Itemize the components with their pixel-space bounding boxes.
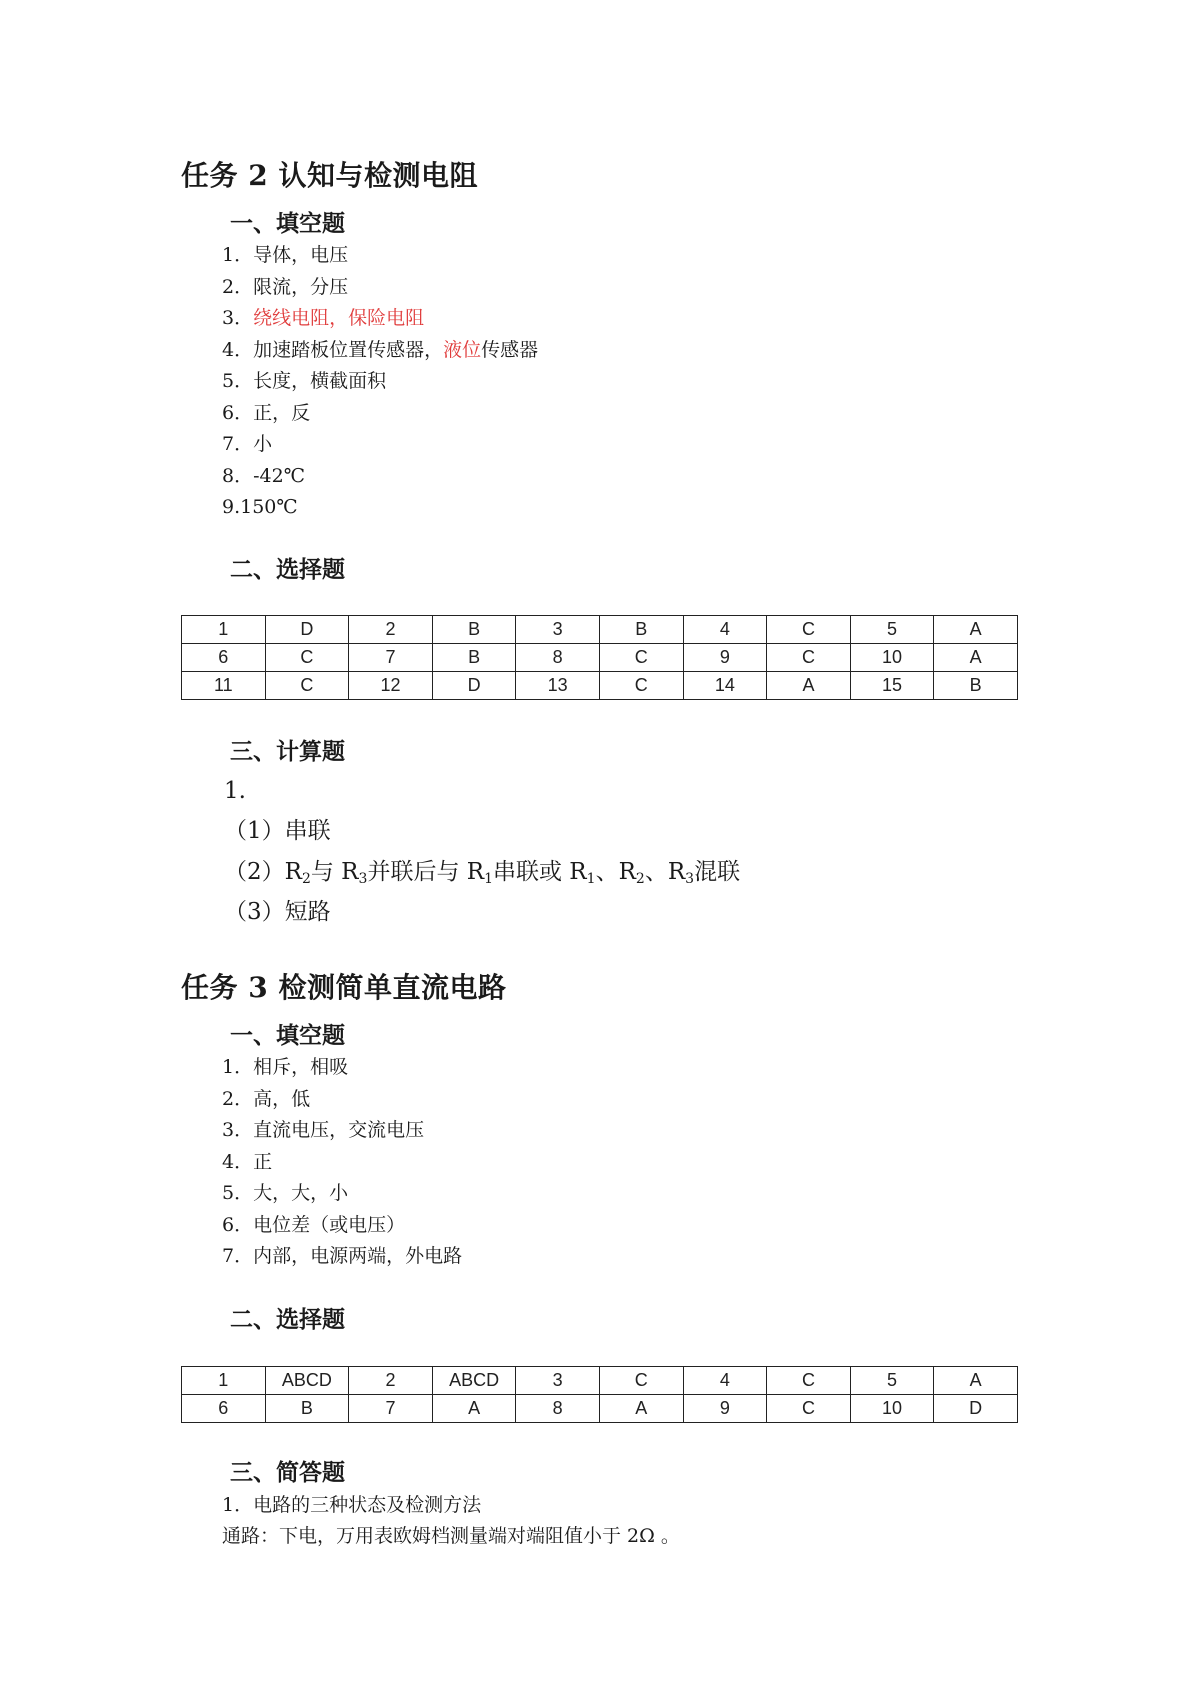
table-row: [182, 1367, 1018, 1395]
task2-fill-item-5: 5．长度，横截面积: [222, 370, 387, 392]
task2-fill-item-6: 6．正，反: [222, 402, 311, 424]
table-cell: 6: [182, 644, 266, 672]
table-cell: 7: [349, 1395, 433, 1423]
task2-fill-item-2: 2．限流，分压: [222, 276, 349, 298]
table-cell: C: [265, 644, 349, 672]
task3-fill-item-6: 6．电位差（或电压）: [222, 1214, 406, 1236]
table-cell: C: [767, 1395, 851, 1423]
table-cell: A: [767, 672, 851, 700]
table-cell: 4: [683, 616, 767, 644]
task2-fill-item-9: 9.150℃: [222, 496, 298, 518]
task3-short-heading: 三、简答题: [230, 1459, 345, 1486]
table-cell: 7: [349, 644, 433, 672]
table-row: [182, 672, 1018, 700]
table-cell: C: [767, 1367, 851, 1395]
table-cell: C: [599, 672, 683, 700]
task3-choice-table: [181, 1366, 1018, 1423]
task2-fill-item-1: 1．导体，电压: [222, 244, 349, 266]
table-cell: 15: [850, 672, 934, 700]
table-cell: 4: [683, 1367, 767, 1395]
table-cell: ABCD: [432, 1367, 516, 1395]
task2-choice-heading: 二、选择题: [230, 556, 345, 583]
task2-fill-item-7: 7．小: [222, 433, 273, 455]
task3-fill-item-3: 3．直流电压，交流电压: [222, 1119, 425, 1141]
table-cell: C: [599, 644, 683, 672]
task3-title: 任务 3 检测简单直流电路: [181, 971, 507, 1004]
table-cell: C: [767, 616, 851, 644]
calc-answer-2: $(2)R_2$与 $R_3$并联后与 $R_1$串联或 $R_1$、$R_2$、$R_3$混联: [224, 859, 741, 887]
table-cell: 8: [516, 644, 600, 672]
table-cell: A: [934, 616, 1018, 644]
table-cell: 2: [349, 1367, 433, 1395]
highlighted-answer: 液位: [443, 339, 482, 361]
table-cell: 9: [683, 644, 767, 672]
table-cell: ABCD: [265, 1367, 349, 1395]
table-cell: A: [432, 1395, 516, 1423]
table-cell: 10: [850, 1395, 934, 1423]
task3-fill-item-2: 2．高，低: [222, 1088, 311, 1110]
table-row: [182, 1395, 1018, 1423]
task2-calc-heading: 三、计算题: [230, 738, 345, 765]
table-cell: D: [432, 672, 516, 700]
table-cell: 13: [516, 672, 600, 700]
task2-fill-item-4: 4．加速踏板位置传感器，液位传感器: [222, 339, 539, 361]
table-cell: 11: [182, 672, 266, 700]
table-cell: 10: [850, 644, 934, 672]
task3-fill-item-1: 1．相斥，相吸: [222, 1056, 349, 1078]
task2-fill-heading: 一、填空题: [230, 210, 345, 237]
table-cell: B: [599, 616, 683, 644]
table-cell: 1: [182, 616, 266, 644]
task3-fill-item-5: 5．大，大，小: [222, 1182, 349, 1204]
table-cell: 12: [349, 672, 433, 700]
task2-choice-table: [181, 615, 1018, 700]
table-cell: B: [432, 616, 516, 644]
table-cell: 5: [850, 1367, 934, 1395]
table-cell: B: [265, 1395, 349, 1423]
table-cell: 2: [349, 616, 433, 644]
table-cell: 5: [850, 616, 934, 644]
table-cell: D: [265, 616, 349, 644]
short-answer-1: 通路：下电，万用表欧姆档测量端对端阻值小于 2Ω 。: [222, 1525, 680, 1547]
task3-fill-heading: 一、填空题: [230, 1022, 345, 1049]
table-cell: 14: [683, 672, 767, 700]
short-question-1: 1．电路的三种状态及检测方法: [222, 1494, 482, 1516]
table-cell: B: [432, 644, 516, 672]
task3-fill-item-4: 4．正: [222, 1151, 273, 1173]
task3-fill-item-7: 7．内部，电源两端，外电路: [222, 1245, 463, 1267]
table-cell: C: [265, 672, 349, 700]
table-cell: A: [934, 1367, 1018, 1395]
table-cell: 6: [182, 1395, 266, 1423]
table-cell: 8: [516, 1395, 600, 1423]
table-row: [182, 644, 1018, 672]
table-cell: C: [767, 644, 851, 672]
table-cell: 1: [182, 1367, 266, 1395]
calc-answer-3: （3）短路: [224, 899, 331, 925]
table-cell: C: [599, 1367, 683, 1395]
table-cell: 9: [683, 1395, 767, 1423]
table-cell: B: [934, 672, 1018, 700]
table-row: [182, 616, 1018, 644]
highlighted-answer: 绕线电阻，保险电阻: [253, 307, 425, 329]
table-cell: A: [599, 1395, 683, 1423]
task2-fill-item-3: 3．绕线电阻，保险电阻: [222, 307, 425, 329]
calc-answer-1: （1）串联: [224, 818, 331, 844]
task2-fill-item-8: 8．-42℃: [222, 465, 305, 487]
table-cell: 3: [516, 616, 600, 644]
table-cell: D: [934, 1395, 1018, 1423]
task2-title: 任务 2 认知与检测电阻: [181, 159, 478, 192]
task3-choice-heading: 二、选择题: [230, 1306, 345, 1333]
table-cell: A: [934, 644, 1018, 672]
calc-question-1: 1.: [224, 778, 246, 804]
table-cell: 3: [516, 1367, 600, 1395]
